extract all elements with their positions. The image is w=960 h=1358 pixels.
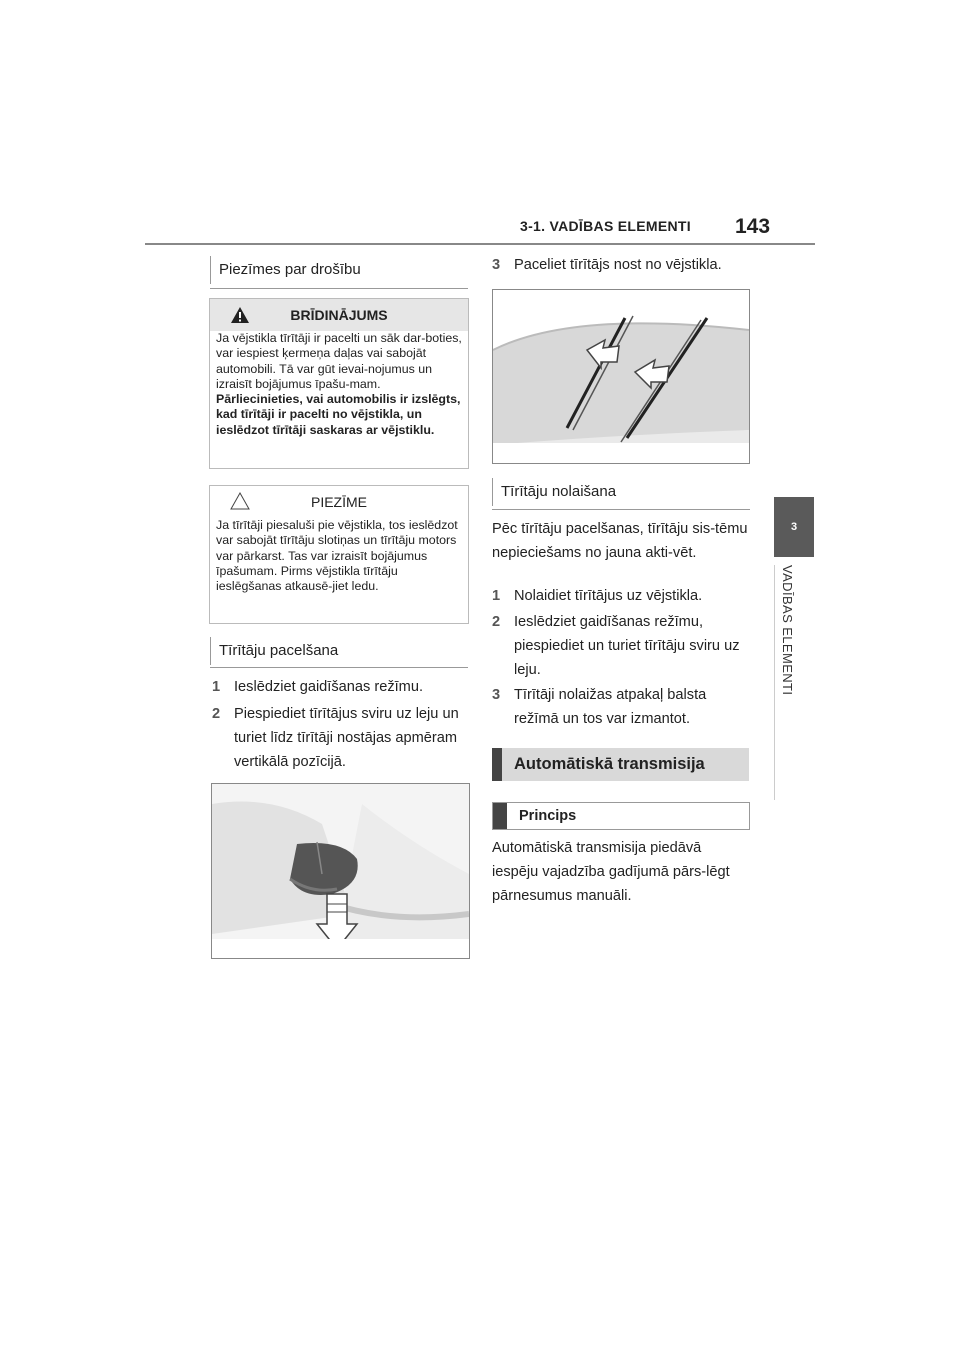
- chapter-label-text: VADĪBAS ELEMENTI: [780, 565, 795, 696]
- raise-heading-rule: [210, 667, 468, 668]
- note-title: PIEZĪME: [310, 494, 367, 510]
- principle-title: Princips: [519, 808, 577, 824]
- warning-body: Ja vējstikla tīrītāji ir pacelti un sāk dar-boties, var iespiest ķermeņa daļas vai sabojāt automobili. Tā var gūt ievai-nojumus un izraisīt bojājumus īpašu-mam.: [216, 331, 462, 391]
- raise-step-1: [212, 675, 468, 699]
- wiper-lever-drawing: [212, 784, 469, 958]
- principle-text: Automātiskā transmisija piedāvā iespēju vajadzība gadījumā pārs-lēgt pārnesumus manuāli.: [492, 840, 730, 904]
- warning-emphasis: Pārliecinieties, vai automobilis ir izslēgts, kad tīrītāji ir pacelti no vējstikla, un ieslēdzot tīrītāji saskaras ar vējstiklu.: [216, 392, 461, 437]
- safety-heading-rule: [210, 288, 468, 289]
- wiper-lever-illustration: [211, 783, 470, 959]
- side-divider: [774, 565, 775, 800]
- step-number: 3: [492, 687, 501, 703]
- warning-triangle-icon: [230, 306, 250, 324]
- windshield-wipers-drawing: [493, 290, 749, 463]
- warning-box: [209, 298, 469, 469]
- warning-text: [210, 331, 468, 446]
- heading-marker: [493, 803, 507, 829]
- step-number: 2: [212, 706, 221, 722]
- chapter-side-label: [780, 565, 810, 715]
- step-text: Piespiediet tīrītājus sviru uz leju un turiet līdz tīrītāji nostājas apmēram vertikālā pozīcijā.: [234, 706, 459, 770]
- safety-heading: Piezīmes par drošību: [210, 256, 469, 284]
- step-text: Ieslēdziet gaidīšanas režīmu.: [234, 679, 424, 695]
- step-number: 1: [492, 588, 501, 604]
- auto-transmission-heading: [492, 748, 749, 781]
- chapter-number: 3: [790, 521, 798, 533]
- step-text: Nolaidiet tīrītājus uz vējstikla.: [514, 588, 703, 604]
- auto-transmission-title: Automātiskā transmisija: [514, 755, 705, 773]
- windshield-wipers-illustration: [492, 289, 750, 464]
- section-title: 3-1. VADĪBAS ELEMENTI: [520, 218, 691, 234]
- lower-step-1: [492, 584, 750, 608]
- step-number: 1: [212, 679, 221, 695]
- step-text: Ieslēdziet gaidīšanas režīmu, piespiediet un turiet tīrītāju sviru uz leju.: [514, 614, 740, 678]
- page-number: 143: [735, 215, 771, 238]
- heading-marker: [492, 748, 502, 781]
- lower-intro: Pēc tīrītāju pacelšanas, tīrītāju sis-tēmu nepieciešams no jauna akti-vēt.: [492, 521, 748, 561]
- warning-title: BRĪDINĀJUMS: [290, 307, 388, 323]
- note-box: [209, 485, 469, 624]
- caution-triangle-icon: [230, 492, 250, 510]
- raise-step-3: [492, 253, 750, 277]
- lower-step-3: [492, 683, 750, 731]
- step-text: Tīrītāji nolaižas atpakaļ balsta režīmā un tos var izmantot.: [514, 687, 707, 727]
- step-number: 3: [492, 257, 501, 273]
- lower-heading: Tīrītāju nolaišana: [492, 478, 751, 506]
- raise-step-2: [212, 702, 468, 774]
- lower-step-2: [492, 610, 750, 682]
- lower-heading-rule: [492, 509, 750, 510]
- note-text: Ja tīrītāji piesaluši pie vējstikla, tos ieslēdzot var sabojāt tīrītāju slotiņas un tīrītāju motors var pārkarst. Tas var izraisīt bojājumus īpašumam. Pirms vējstikla tīrītāju ieslēgšanas atkausē-jiet ledu.: [216, 518, 458, 594]
- step-text: Paceliet tīrītājs nost no vējstikla.: [514, 257, 722, 273]
- principle-heading: [492, 802, 750, 830]
- raise-heading: Tīrītāju pacelšana: [210, 637, 469, 665]
- note-header: [210, 486, 468, 518]
- chapter-tab: [774, 497, 814, 557]
- header-rule: [145, 243, 815, 245]
- warning-header: [210, 299, 468, 331]
- step-number: 2: [492, 614, 501, 630]
